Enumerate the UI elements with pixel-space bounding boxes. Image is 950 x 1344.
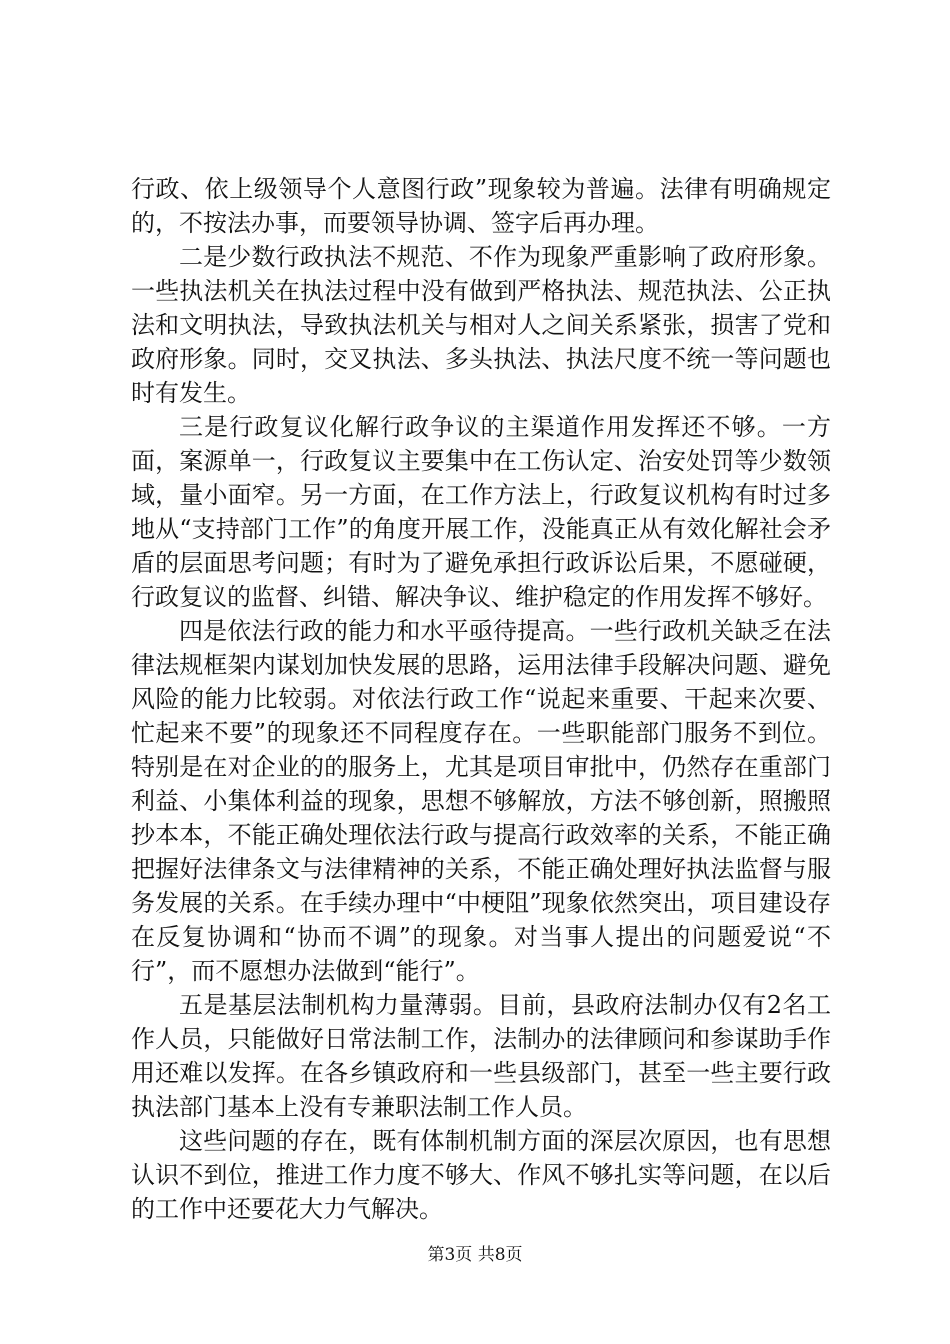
paragraph-2: 二是少数行政执法不规范、不作为现象严重影响了政府形象。一些执法机关在执法过程中没有做到严格执法、规范执法、公正执法和文明执法，导致执法机关与相对人之间关系紧张，损害了党和政府形象。同时，交叉执法、多头执法、执法尺度不统一等问题也时有发生。 <box>131 243 831 407</box>
paragraph-4: 四是依法行政的能力和水平亟待提高。一些行政机关缺乏在法律法规框架内谋划加快发展的思路，运用法律手段解决问题、避免风险的能力比较弱。对依法行政工作“说起来重要、干起来次要、忙起来不要”的现象还不同程度存在。一些职能部门服务不到位。特别是在对企业的的服务上，尤其是项目审批中，仍然存在重部门利益、小集体利益的现象，思想不够解放，方法不够创新，照搬照抄本本，不能正确处理依法行政与提高行政效率的关系，不能正确把握好法律条文与法律精神的关系，不能正确处理好执法监督与服务发展的关系。在手续办理中“中梗阻”现象依然突出，项目建设存在反复协调和“协而不调”的现象。对当事人提出的问题爱说“不行”，而不愿想办法做到“能行”。 <box>131 617 831 985</box>
page-footer <box>0 1244 950 1266</box>
paragraph-5: 五是基层法制机构力量薄弱。目前，县政府法制办仅有2名工作人员，只能做好日常法制工作，法制办的法律顾问和参谋助手作用还难以发挥。在各乡镇政府和一些县级部门，甚至一些主要行政执法部门基本上没有专兼职法制工作人员。 <box>131 991 831 1121</box>
paragraph-6: 这些问题的存在，既有体制机制方面的深层次原因，也有思想认识不到位，推进工作力度不够大、作风不够扎实等问题，在以后的工作中还要花大力气解决。 <box>131 1127 831 1223</box>
document-body <box>131 172 831 1226</box>
paragraph-3: 三是行政复议化解行政争议的主渠道作用发挥还不够。一方面，案源单一，行政复议主要集中在工伤认定、治安处罚等少数领域，量小面窄。另一方面，在工作方法上，行政复议机构有时过多地从“支持部门工作”的角度开展工作，没能真正从有效化解社会矛盾的层面思考问题；有时为了避免承担行政诉讼后果，不愿碰硬，行政复议的监督、纠错、解决争议、维护稳定的作用发挥不够好。 <box>131 413 831 611</box>
page-number: 第3页 共8页 <box>427 1245 523 1265</box>
paragraph-1: 行政、依上级领导个人意图行政”现象较为普遍。法律有明确规定的，不按法办事，而要领导协调、签字后再办理。 <box>131 175 831 237</box>
